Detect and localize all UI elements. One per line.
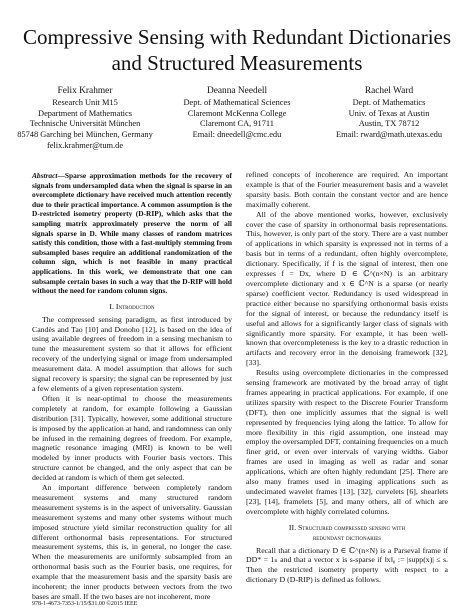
affiliation-line: Univ. of Texas at Austin: [348, 108, 430, 118]
author-name: Deanna Needell: [206, 86, 268, 96]
body-paragraph: Often it is near-optimal to choose the measurements completely at random, for example following a Gaussian distribution [31]. Typically, however, some additional structure is imposed by the application at hand, and randomness can only be infused in the remaining degrees of freedom. For example, magnetic resonance imaging (MRI) is known to be well modeled by inner products with Fourier basis vectors. This structure cannot be changed, and the only aspect that can be decided at random is which of them get selected.: [32, 393, 232, 483]
body-paragraph: The compressed sensing paradigm, as first introduced by Candès and Tao [10] and Donoho [12], is based on the idea of using available degrees of freedom in a sensing mechanism to tune the measurement system so that it allows for efficient recovery of the underlying signal or image from undersampled measurement data. A model assumption that allows for such signal recovery is sparsity; the signal can be represented by just a few elements of a given representation system.: [32, 314, 232, 393]
affiliation-line: 85748 Garching bei München, Germany: [17, 130, 153, 140]
title-line-1: Compressive Sensing with Redundant Dictionaries: [22, 25, 452, 49]
affiliation-line: Department of Mathematics: [38, 108, 132, 118]
right-column: [246, 170, 448, 585]
abstract-label: Abstract: [32, 171, 58, 180]
author-email: Email: dneedell@cmc.edu: [192, 130, 282, 140]
copyright-footer: 978-1-4673-7353-1/15/$31.00 ©2015 IEEE: [32, 601, 138, 607]
section-heading-line: redundant dictionaries: [312, 532, 382, 542]
body-paragraph: Results using overcomplete dictionaries in the compressed sensing framework are motivated by the broad array of tight frames appearing in practical applications. For example, if one utilizes sparsity with respect to the Discrete Fourier Transform (DFT), then one implicitly assumes that the signal is well represented by frequencies lying along the lattice. To allow for more flexibility in this rigid assumption, one instead may employ the oversampled DFT, containing frequencies on a much finer grid, or even over intervals of varying widths. Gabor frames are used in imaging as well as radar and sonar applications, which are often highly redundant [25]. There are also many frames used in imaging applications such as undecimated wavelet frames [13], [32], curvelets [6], shearlets [23], [14], framelets [5], and many others, all of which are overcomplete with highly correlated columns.: [246, 368, 448, 516]
body-paragraph: All of the above mentioned works, however, exclusively cover the case of sparsity in orthonormal basis representations. This, however, is only part of the story. There are a vast number of applications in which sparsity is expressed not in terms of a basis but in terms of a redundant, often highly overcomplete, dictionary. Specifically, if f is the signal of interest, then one expresses f = Dx, where D ∈ ℂ^(n×N) is an arbitrary overcomplete dictionary and x ∈ ℂ^N is a sparse (or nearly sparse) coefficient vector. Redundancy is used widespread in practice either because no sparsifying orthonormal basis exists for the signal of interest, or because the redundancy itself is useful and allows for a significantly larger class of signals with significantly more sparsity. For example, it has been well-known that overcompleteness is the key to a drastic reduction in artifacts and recovery error in the denoising framework [32], [33].: [246, 209, 448, 368]
affiliation-line: Claremont CA, 91711: [200, 119, 274, 129]
body-paragraph: Recall that a dictionary D ∈ ℂ^(n×N) is a Parseval frame if DD* = 1ₙ and that a vector x is s-sparse if ‖x‖₀ := |supp(x)| ≤ s. Then the restricted isometry property with respect to a dictionary D (D-RIP) is defined as follows.: [246, 545, 448, 585]
author-2: [162, 86, 312, 152]
author-block: [10, 86, 464, 152]
author-3: [314, 86, 464, 152]
author-name: Rachel Ward: [364, 86, 414, 96]
author-email: Email: rward@math.utexas.edu: [335, 130, 443, 140]
section-heading-structured-cs: [246, 523, 448, 543]
abstract-text: —Sparse approximation methods for the recovery of signals from undersampled data when the signal is sparse in an overcomplete dictionary have received much attention recently due to their practical importance. A common assumption is the D-restricted isometry property (D-RIP), which asks that the sampling matrix approximately preserve the norm of all signals sparse in D. While many classes of random matrices satisfy this condition, those with a fast-multiply stemming from subsampled bases require an additional randomization of the column sign, which is not feasible in many practical applications. In this work, we demonstrate that one can subsample certain bases in such a way that the D-RIP will hold without the need for random column signs.: [32, 171, 232, 296]
left-column: [32, 171, 232, 602]
affiliation-line: Technische Universität München: [29, 119, 141, 129]
author-name: Felix Krahmer: [57, 86, 113, 96]
author-email: felix.krahmer@tum.de: [46, 140, 124, 150]
affiliation-line: Austin, TX 78712: [358, 119, 420, 129]
paper-title: [0, 24, 474, 76]
affiliation-line: Dept. of Mathematics: [352, 97, 426, 107]
affiliation-line: Research Unit M15: [52, 97, 118, 107]
author-1: [10, 86, 160, 152]
body-paragraph: An important difference between completely random measurement systems and many structured random measurement systems is in the aspect of universality. Gaussian measurement systems and many other systems without much imposed structure yield similar reconstruction quality for all different orthonormal basis representations. For structured measurement systems, this is, in general, no longer the case. When the measurements are uniformly subsampled from an orthonormal basis such as the Fourier basis, one requires, for example that the measurement basis and the sparsity basis are incoherent; the inner products between vectors from the two bases are small. If the two bases are not incoherent, more: [32, 483, 232, 601]
affiliation-line: Claremont McKenna College: [187, 108, 287, 118]
section-heading-introduction: I. Introduction: [109, 301, 155, 311]
affiliation-line: Dept. of Mathematical Sciences: [183, 97, 291, 107]
title-line-2: and Structured Measurements: [111, 51, 363, 75]
body-paragraph: refined concepts of incoherence are required. An important example is that of the Fourier measurement basis and a wavelet sparsity basis. Both contain the constant vector and are hence maximally coherent.: [246, 170, 448, 209]
section-heading-line: II. Structured compressed sensing with: [288, 522, 406, 532]
abstract: [32, 171, 232, 296]
